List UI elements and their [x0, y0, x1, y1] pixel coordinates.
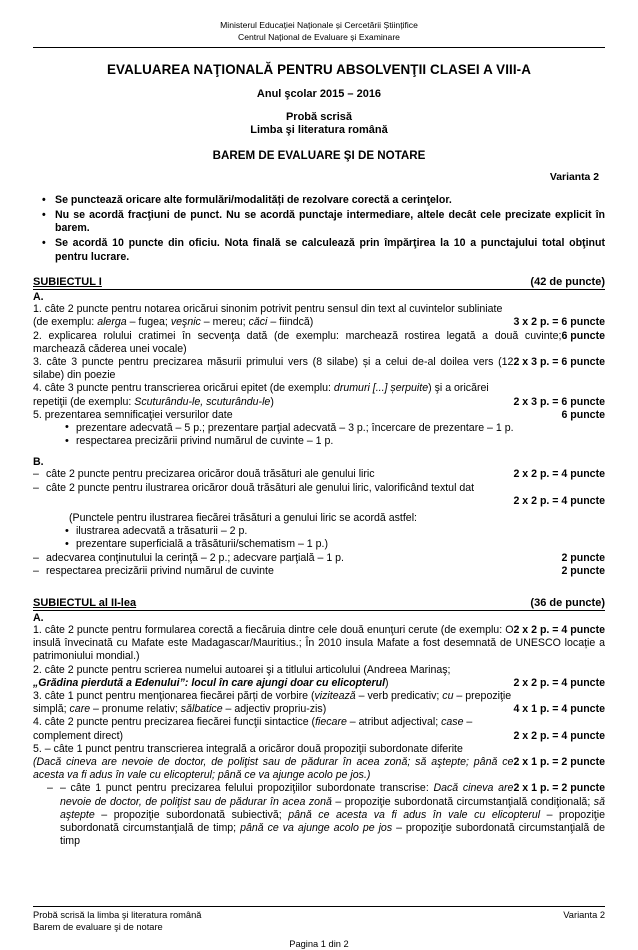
varianta-label: Varianta 2 [549, 172, 599, 184]
item-a4-pre: 4. câte 3 puncte pentru transcrierea oricărui epitet (de exemplu: [33, 382, 334, 395]
intro-bullet-1-text: Se punctează oricare alte formulări/modalități de rezolvare corectă a cerinţelor. [55, 194, 452, 207]
section-title: SUBIECTUL al II-lea [33, 597, 137, 610]
subject1-part-b-label: B. [33, 456, 44, 469]
item-2a5-examples [33, 756, 605, 782]
item-a3 [33, 356, 605, 382]
b-sub-bullet-2-text: prezentare superficială a trăsăturii/schematism – 1 p.) [76, 538, 329, 551]
item-2a5b-mid4: – propoziţie subordonată circumstanţială de timp [60, 822, 605, 848]
footer-second-row [33, 922, 605, 934]
item-a5-points: 6 puncte [561, 408, 605, 421]
item-2a2-post: ) [385, 676, 389, 689]
item-2a3-pre: 3. câte 1 punct pentru menţionarea fiecărei părți de vorbire ( [33, 690, 315, 703]
item-2a3-post2: – adjectiv propriu-zis) [222, 703, 327, 716]
item-2a3-post: – prepoziţie [453, 690, 512, 703]
footer-line-1: Probă scrisă la limba şi literatura română [33, 910, 202, 920]
bullet-icon: • [42, 208, 46, 221]
b-sub-bullet-1 [33, 525, 605, 538]
item-b4-points: 2 puncte [561, 564, 605, 577]
item-2a4-post: – [463, 716, 473, 729]
bullet-icon: • [65, 421, 69, 434]
bullet-icon: • [65, 524, 69, 537]
intro-bullet-2 [33, 209, 605, 236]
item-a4-post: ) şi a oricărei [428, 382, 489, 395]
section-heading-subiectul-2 [33, 597, 605, 611]
page-title: EVALUAREA NAŢIONALĂ PENTRU ABSOLVENŢII CLASEI A VIII-A [107, 62, 531, 78]
item-2a4-mid1: – atribut adjectival; [346, 716, 442, 729]
item-2a3-line2 [33, 703, 605, 716]
item-b4-text: respectarea precizării privind numărul de cuvinte [46, 564, 274, 577]
item-a1-points: 3 x 2 p. = 6 puncte [513, 316, 605, 329]
item-2a5-examples-text: (Dacă cineva are nevoie de doctor, de poliţist sau de pădurar în acea zonă; să aştepte; până ce acesta va fi adus în vale cu elicopterul; până ce va ajunge acolo pe jos.) [33, 756, 514, 782]
header-divider [33, 47, 605, 48]
item-a4-line2 [33, 396, 605, 409]
item-a5 [33, 409, 605, 422]
item-2a5b-points: 2 x 1 p. = 2 puncte [513, 782, 605, 795]
proba-label: Probă scrisă [285, 111, 353, 124]
item-a3-text: 3. câte 3 puncte pentru precizarea măsurii primului vers (8 silabe) și a celui de-al doilea vers (12 silabe) din poezie [33, 355, 514, 382]
item-b4 [33, 565, 605, 578]
bullet-icon: • [42, 194, 46, 207]
intro-notes [33, 194, 605, 264]
item-a4-pre2: repetiţii (de exemplu: [33, 395, 135, 408]
item-2a5b-mid3: – propoziţie subordonată circumstanţială de timp; [60, 808, 605, 835]
item-b3-text: adecvarea conţinutului la cerinţă – 2 p.; adecvare parţială – 1 p. [46, 551, 344, 564]
item-b1-points: 2 x 2 p. = 4 puncte [513, 468, 605, 481]
item-2a4-pre: 4. câte 2 puncte pentru precizarea fiecărei funcţii sintactice ( [33, 716, 316, 729]
item-2a5b-it3: până ce acesta va fi adus în vale cu elicopterul [288, 808, 541, 821]
item-2a3-mid2: – pronume relativ; [90, 703, 181, 716]
item-a4-line1 [33, 382, 605, 395]
item-b2-text: câte 2 puncte pentru ilustrarea oricăror două trăsături ale genului liric, valorificând textul dat [46, 481, 475, 494]
bullet-icon: • [65, 537, 69, 550]
footer-top-row [33, 910, 605, 922]
item-2a2-line2 [33, 677, 605, 690]
item-a4-it: drumuri [...] șerpuite [333, 382, 429, 395]
item-a3-points: 2 x 3 p. = 6 puncte [513, 355, 605, 368]
item-a5-sub-2 [33, 435, 605, 448]
intro-bullet-3 [33, 237, 605, 264]
school-year: Anul şcolar 2015 – 2016 [256, 88, 382, 101]
page-footer [33, 906, 605, 950]
item-2a5-points: 2 x 1 p. = 2 puncte [513, 756, 605, 769]
item-a1-ex-mid1: – fugea; [126, 316, 171, 329]
ministry-header [33, 20, 605, 43]
item-a5-sub-1-text: prezentare adecvată – 5 p.; prezentare parţial adecvată – 3 p.; încercare de prezentare – 1 p. [76, 421, 514, 434]
item-a2-text: 2. explicarea rolului cratimei în secvenţa dată (de exemplu: marchează rostirea legată a două cuvinte; marchează căderea unei vocale) [33, 329, 562, 355]
item-b2 [33, 482, 605, 495]
item-a1-ex-pre: (de exemplu: [33, 316, 98, 329]
ministry-line-2: Centrul Național de Evaluare și Examinare [238, 31, 400, 42]
subject2-part-a-label: A. [33, 612, 44, 625]
item-2a3-line1 [33, 690, 605, 703]
footer-line-2: Barem de evaluare şi de notare [33, 921, 163, 932]
item-2a5b-it4: până ce va ajunge acolo pe jos [240, 822, 393, 835]
ministry-line-1: Ministerul Educației Naționale și Cercetării Științifice [220, 20, 418, 30]
item-2a1 [33, 624, 605, 664]
intro-bullet-1 [33, 194, 605, 208]
item-2a5b-it1: Dacă cineva are nevoie de doctor, de poliţist sau de pădurar în acea zonă [60, 782, 514, 808]
item-2a5b-mid1: – propoziţie subordonată circumstanţială condiţională; [331, 795, 594, 808]
item-2a4-it2: case [441, 716, 464, 729]
item-2a2-line1: 2. câte 2 puncte pentru scrierea numelui autoarei şi a titlului articolului (Andreea Marinaş; [33, 663, 451, 676]
item-a5-sub-1 [33, 422, 605, 435]
item-2a5b-it2: să aştepte [60, 795, 605, 821]
document-content [33, 0, 605, 848]
dash-icon: – [47, 782, 53, 795]
item-2a5b [33, 782, 605, 848]
item-2a3-it4: sălbatice [180, 703, 223, 716]
b-sub-bullet-1-text: ilustrarea adecvată a trăsaturii – 2 p. [76, 525, 248, 538]
item-b1 [33, 468, 605, 481]
dash-icon: – [33, 481, 39, 494]
item-a5-text: 5. prezentarea semnificaţiei versurilor date [33, 408, 233, 421]
bullet-icon: • [42, 236, 46, 249]
item-2a3-pre2: simplă; [33, 703, 70, 716]
intro-bullet-2-text: Nu se acordă fracţiuni de punct. Nu se acordă punctaje intermediare, altele decât cele precizate explicit în barem. [55, 208, 605, 235]
item-2a3-it3: care [69, 703, 91, 716]
item-2a4-text2: complement direct) [33, 729, 124, 742]
item-a1-ex-it1: alerga [97, 316, 127, 329]
item-2a4-line2 [33, 730, 605, 743]
section-title: SUBIECTUL I [33, 276, 102, 289]
discipline-label: Limba şi literatura română [250, 124, 388, 137]
subject1-part-a-label: A. [33, 291, 44, 304]
item-2a3-it1: vizitează [314, 690, 356, 703]
item-a1-line1: 1. câte 2 puncte pentru notarea oricărui sinonim potrivit pentru sensul din text al cuvintelor subliniate [33, 303, 503, 316]
item-a2-points: 6 puncte [561, 329, 605, 342]
item-2a3-points: 4 x 1 p. = 4 puncte [513, 703, 605, 716]
dash-icon: – [33, 551, 39, 564]
item-2a5b-mid2: – propoziţie subordonată subiectivă; [94, 808, 289, 821]
item-a1-ex-mid3: – fiindcă) [267, 316, 314, 329]
b-sub-bullet-2 [33, 538, 605, 551]
item-2a4-it1: fiecare [315, 716, 347, 729]
item-2a3-it2: cu [442, 690, 454, 703]
b-paren-intro: (Punctele pentru ilustrarea fiecărei trăsături a genului liric se acordă astfel: [69, 512, 418, 524]
item-a1-ex-it3: căci [248, 316, 268, 329]
section-heading-subiectul-1 [33, 276, 605, 290]
section-points: (36 de puncte) [530, 597, 605, 610]
item-a4-points: 2 x 3 p. = 6 puncte [513, 395, 605, 408]
item-2a2-title: „Grădina pierdută a Edenului”: locul în care ajungi doar cu elicopterul [33, 676, 386, 689]
item-2a4-line1 [33, 716, 605, 729]
item-a1-ex-it2: veşnic [170, 316, 201, 329]
item-2a1-text: 1. câte 2 puncte pentru formularea corectă a fiecăruia dintre cele două enunţuri cerute (de exemplu: O insulă învecinată cu Mafate este Madagascar/Mauritius.; În 2010 insula Mafate a fost desemnată de UNESCO locație a patrimoniului mondial.) [33, 624, 605, 663]
barem-title: BAREM DE EVALUARE ŞI DE NOTARE [212, 149, 426, 163]
dash-icon: – [33, 468, 39, 481]
item-a4-it2: Scuturându-le, scuturându-le [134, 395, 271, 408]
item-b1-text: câte 2 puncte pentru precizarea oricăror două trăsături ale genului liric [46, 468, 375, 481]
footer-varianta: Varianta 2 [563, 910, 605, 920]
intro-bullet-3-text: Se acordă 10 puncte din oficiu. Nota finală se calculează prin împărţirea la 10 a punctajului total obţinut pentru lucrare. [55, 236, 605, 263]
item-a1-ex-mid2: – mereu; [200, 316, 249, 329]
item-2a2-points: 2 x 2 p. = 4 puncte [513, 676, 605, 689]
item-a2 [33, 330, 605, 356]
item-2a5b-pre: – câte 1 punct pentru precizarea felului propoziţiilor subordonate transcrise: [60, 782, 434, 795]
item-b2-points: 2 x 2 p. = 4 puncte [513, 494, 605, 507]
bullet-icon: • [65, 434, 69, 447]
dash-icon: – [33, 564, 39, 577]
item-2a1-points: 2 x 2 p. = 4 puncte [513, 624, 605, 637]
page-number: Pagina 1 din 2 [289, 938, 349, 949]
item-a1-line2 [33, 316, 605, 329]
item-2a3-mid1: – verb predicativ; [355, 690, 443, 703]
item-a5-sub-2-text: respectarea precizării privind numărul de cuvinte – 1 p. [76, 435, 334, 448]
item-b3-points: 2 puncte [561, 551, 605, 564]
item-b3 [33, 552, 605, 565]
section-points: (42 de puncte) [530, 276, 605, 289]
item-2a4-points: 2 x 2 p. = 4 puncte [513, 729, 605, 742]
item-2a5-line1: 5. – câte 1 punct pentru transcrierea integrală a oricăror două propoziţii subordonate diferite [33, 742, 463, 755]
item-a4-post2: ) [270, 395, 274, 408]
